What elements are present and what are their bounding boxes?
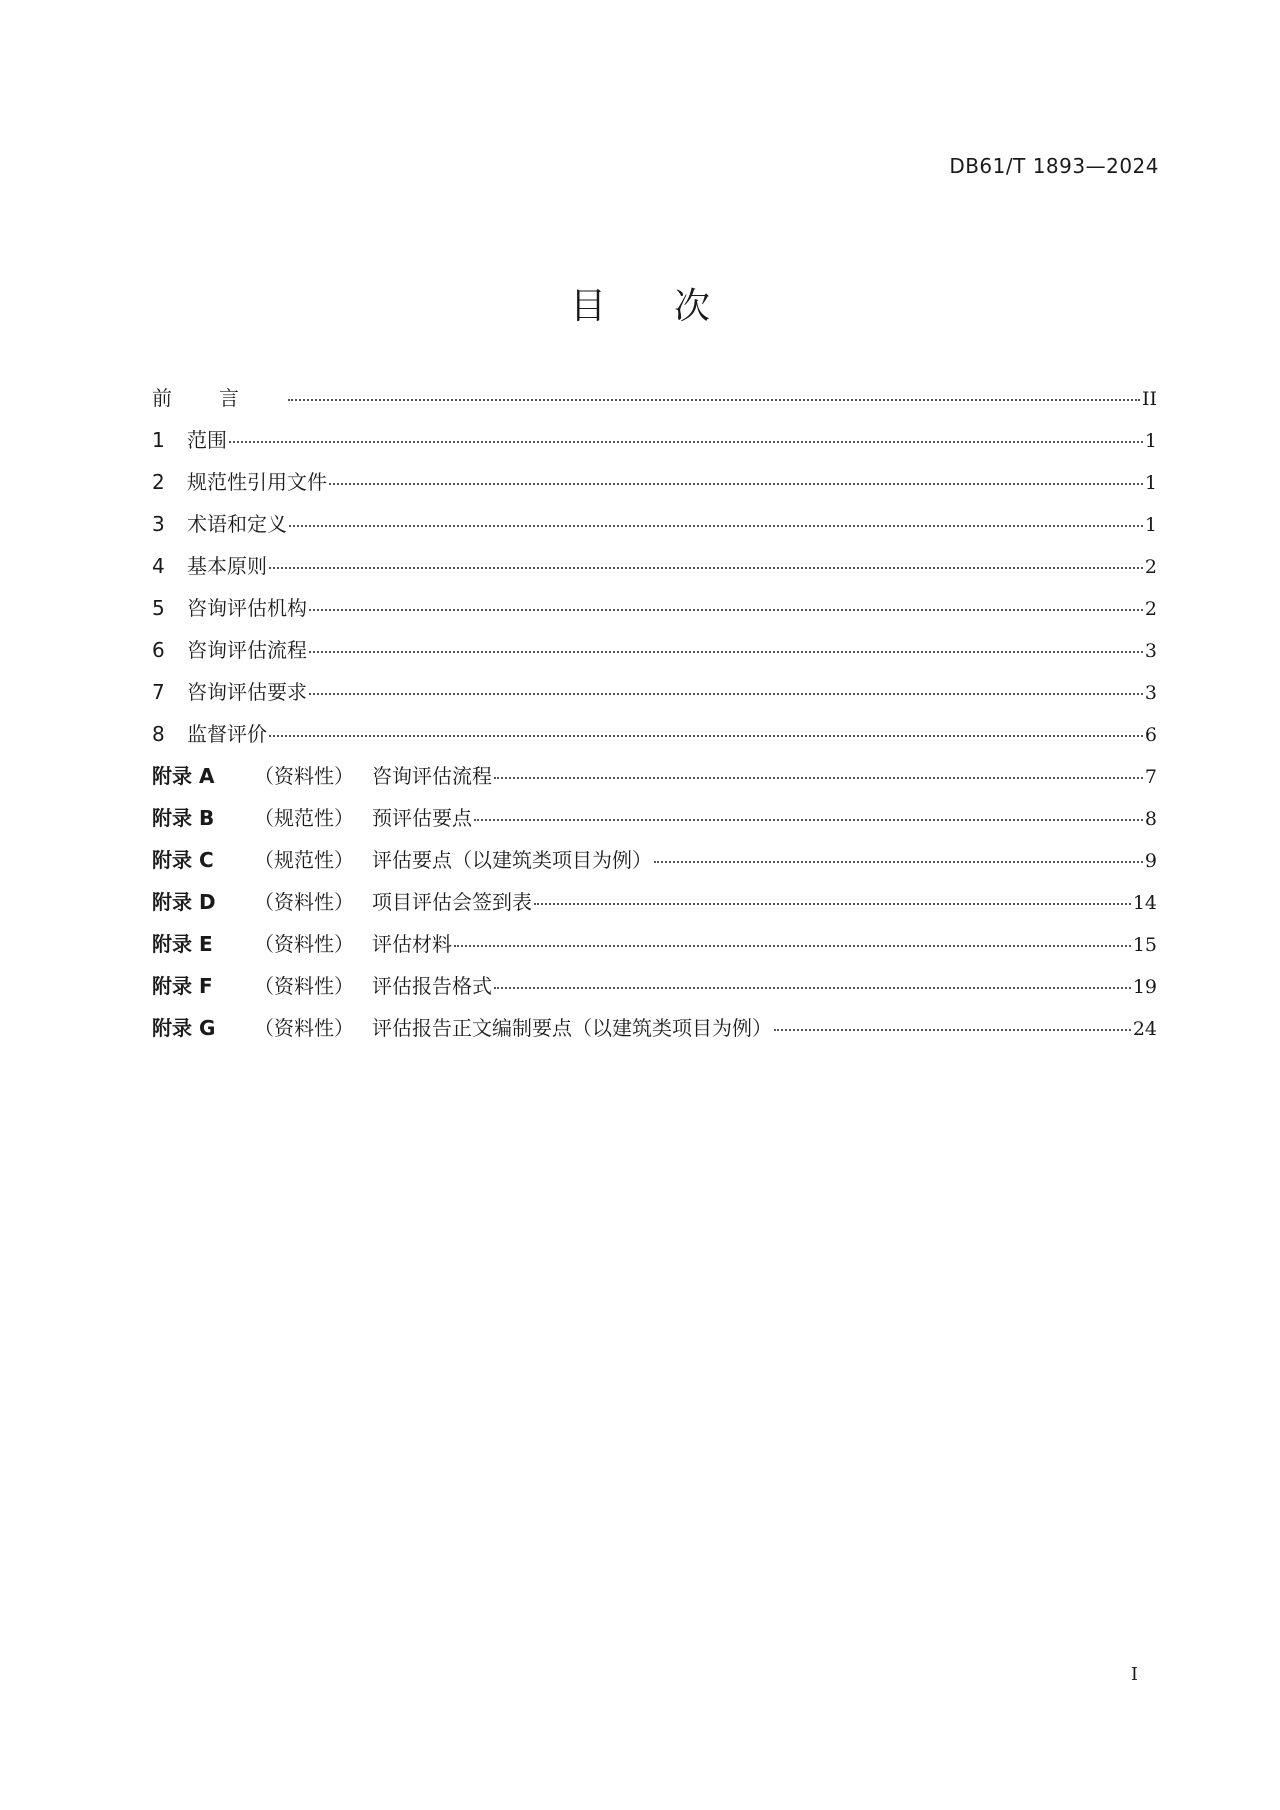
toc-entry-page: 19 [1132,976,1157,998]
toc-entry-page: 1 [1144,472,1157,494]
toc-entry-label: 咨询评估要求 [187,680,307,704]
toc-appendix-type: （资料性） [254,890,354,914]
toc-entry-2[interactable] [152,466,1157,508]
toc-entry-4[interactable] [152,550,1157,592]
toc-leader-dots [229,441,1143,443]
toc-leader-dots [288,399,1140,401]
toc-entry-page: 8 [1144,808,1157,830]
toc-entry-page: 24 [1132,1018,1157,1040]
toc-entry-page: 6 [1144,724,1157,746]
toc-leader-dots [494,777,1143,779]
toc-appendix-id: 附录 G [152,1016,216,1040]
toc-entry-number: 3 [152,512,165,536]
toc-entry-label: 基本原则 [187,554,267,578]
toc-entry-label: 咨询评估流程 [187,638,307,662]
toc-entry-number: 8 [152,722,165,746]
toc-leader-dots [654,861,1143,863]
toc-entry-3[interactable] [152,508,1157,550]
toc-leader-dots [454,945,1131,947]
toc-entry-label: 评估报告格式 [372,974,492,998]
toc-entry-foreword[interactable] [152,382,1157,424]
toc-entry-8[interactable] [152,718,1157,760]
toc-appendix-type: （规范性） [254,806,354,830]
toc-appendix-g[interactable] [152,1012,1157,1054]
toc-entry-page: 9 [1144,850,1157,872]
toc-appendix-type: （资料性） [254,1016,354,1040]
toc-entry-label: 规范性引用文件 [187,470,327,494]
toc-appendix-id: 附录 B [152,806,215,830]
toc-appendix-id: 附录 A [152,764,215,788]
toc-entry-label: 评估报告正文编制要点（以建筑类项目为例） [372,1016,772,1040]
toc-entry-number: 6 [152,638,165,662]
toc-leader-dots [474,819,1143,821]
toc-appendix-id: 附录 D [152,890,216,914]
toc-entry-6[interactable] [152,634,1157,676]
toc-entry-label: 术语和定义 [187,512,287,536]
toc-appendix-type: （资料性） [254,932,354,956]
toc-leader-dots [269,567,1143,569]
toc-entry-page: 15 [1132,934,1157,956]
toc-entry-page: 2 [1144,556,1157,578]
toc-appendix-type: （资料性） [254,764,354,788]
toc-leader-dots [289,525,1143,527]
toc-entry-page: 7 [1144,766,1157,788]
toc-entry-number: 4 [152,554,165,578]
toc-appendix-e[interactable] [152,928,1157,970]
toc-entry-label: 咨询评估机构 [187,596,307,620]
toc-appendix-b[interactable] [152,802,1157,844]
toc-entry-label: 预评估要点 [372,806,472,830]
toc-entry-label: 项目评估会签到表 [372,890,532,914]
toc-entry-page: 14 [1132,892,1157,914]
toc-entry-7[interactable] [152,676,1157,718]
toc-appendix-type: （资料性） [254,974,354,998]
toc-leader-dots [309,693,1143,695]
toc-leader-dots [774,1029,1131,1031]
toc-leader-dots [309,609,1143,611]
toc-appendix-f[interactable] [152,970,1157,1012]
toc-entry-label: 评估要点（以建筑类项目为例） [372,848,652,872]
toc-leader-dots [329,483,1143,485]
toc-entry-page: 3 [1144,682,1157,704]
toc-entry-number: 1 [152,428,165,452]
toc-entry-5[interactable] [152,592,1157,634]
toc-appendix-id: 附录 F [152,974,213,998]
toc-leader-dots [534,903,1131,905]
toc-entry-page: 3 [1144,640,1157,662]
toc-appendix-c[interactable] [152,844,1157,886]
toc-leader-dots [269,735,1143,737]
toc-entry-label: 监督评价 [187,722,267,746]
toc-appendix-d[interactable] [152,886,1157,928]
toc-entry-page: 1 [1144,514,1157,536]
toc-appendix-a[interactable] [152,760,1157,802]
toc-entry-page: 1 [1144,430,1157,452]
table-of-contents [152,382,1157,1054]
toc-leader-dots [309,651,1143,653]
toc-entry-label: 咨询评估流程 [372,764,492,788]
page-number: I [1130,1664,1138,1685]
toc-leader-dots [494,987,1131,989]
toc-appendix-id: 附录 E [152,932,213,956]
toc-entry-page: II [1141,388,1157,410]
toc-entry-page: 2 [1144,598,1157,620]
toc-appendix-id: 附录 C [152,848,214,872]
page-title: 目次 [569,286,778,327]
toc-entry-number: 2 [152,470,165,494]
toc-entry-label: 范围 [187,428,227,452]
toc-entry-number: 5 [152,596,165,620]
toc-entry-1[interactable] [152,424,1157,466]
toc-entry-label: 评估材料 [372,932,452,956]
toc-entry-number: 7 [152,680,165,704]
toc-entry-label: 前言 [152,386,286,410]
toc-appendix-type: （规范性） [254,848,354,872]
document-code: DB61/T 1893—2024 [949,154,1159,178]
